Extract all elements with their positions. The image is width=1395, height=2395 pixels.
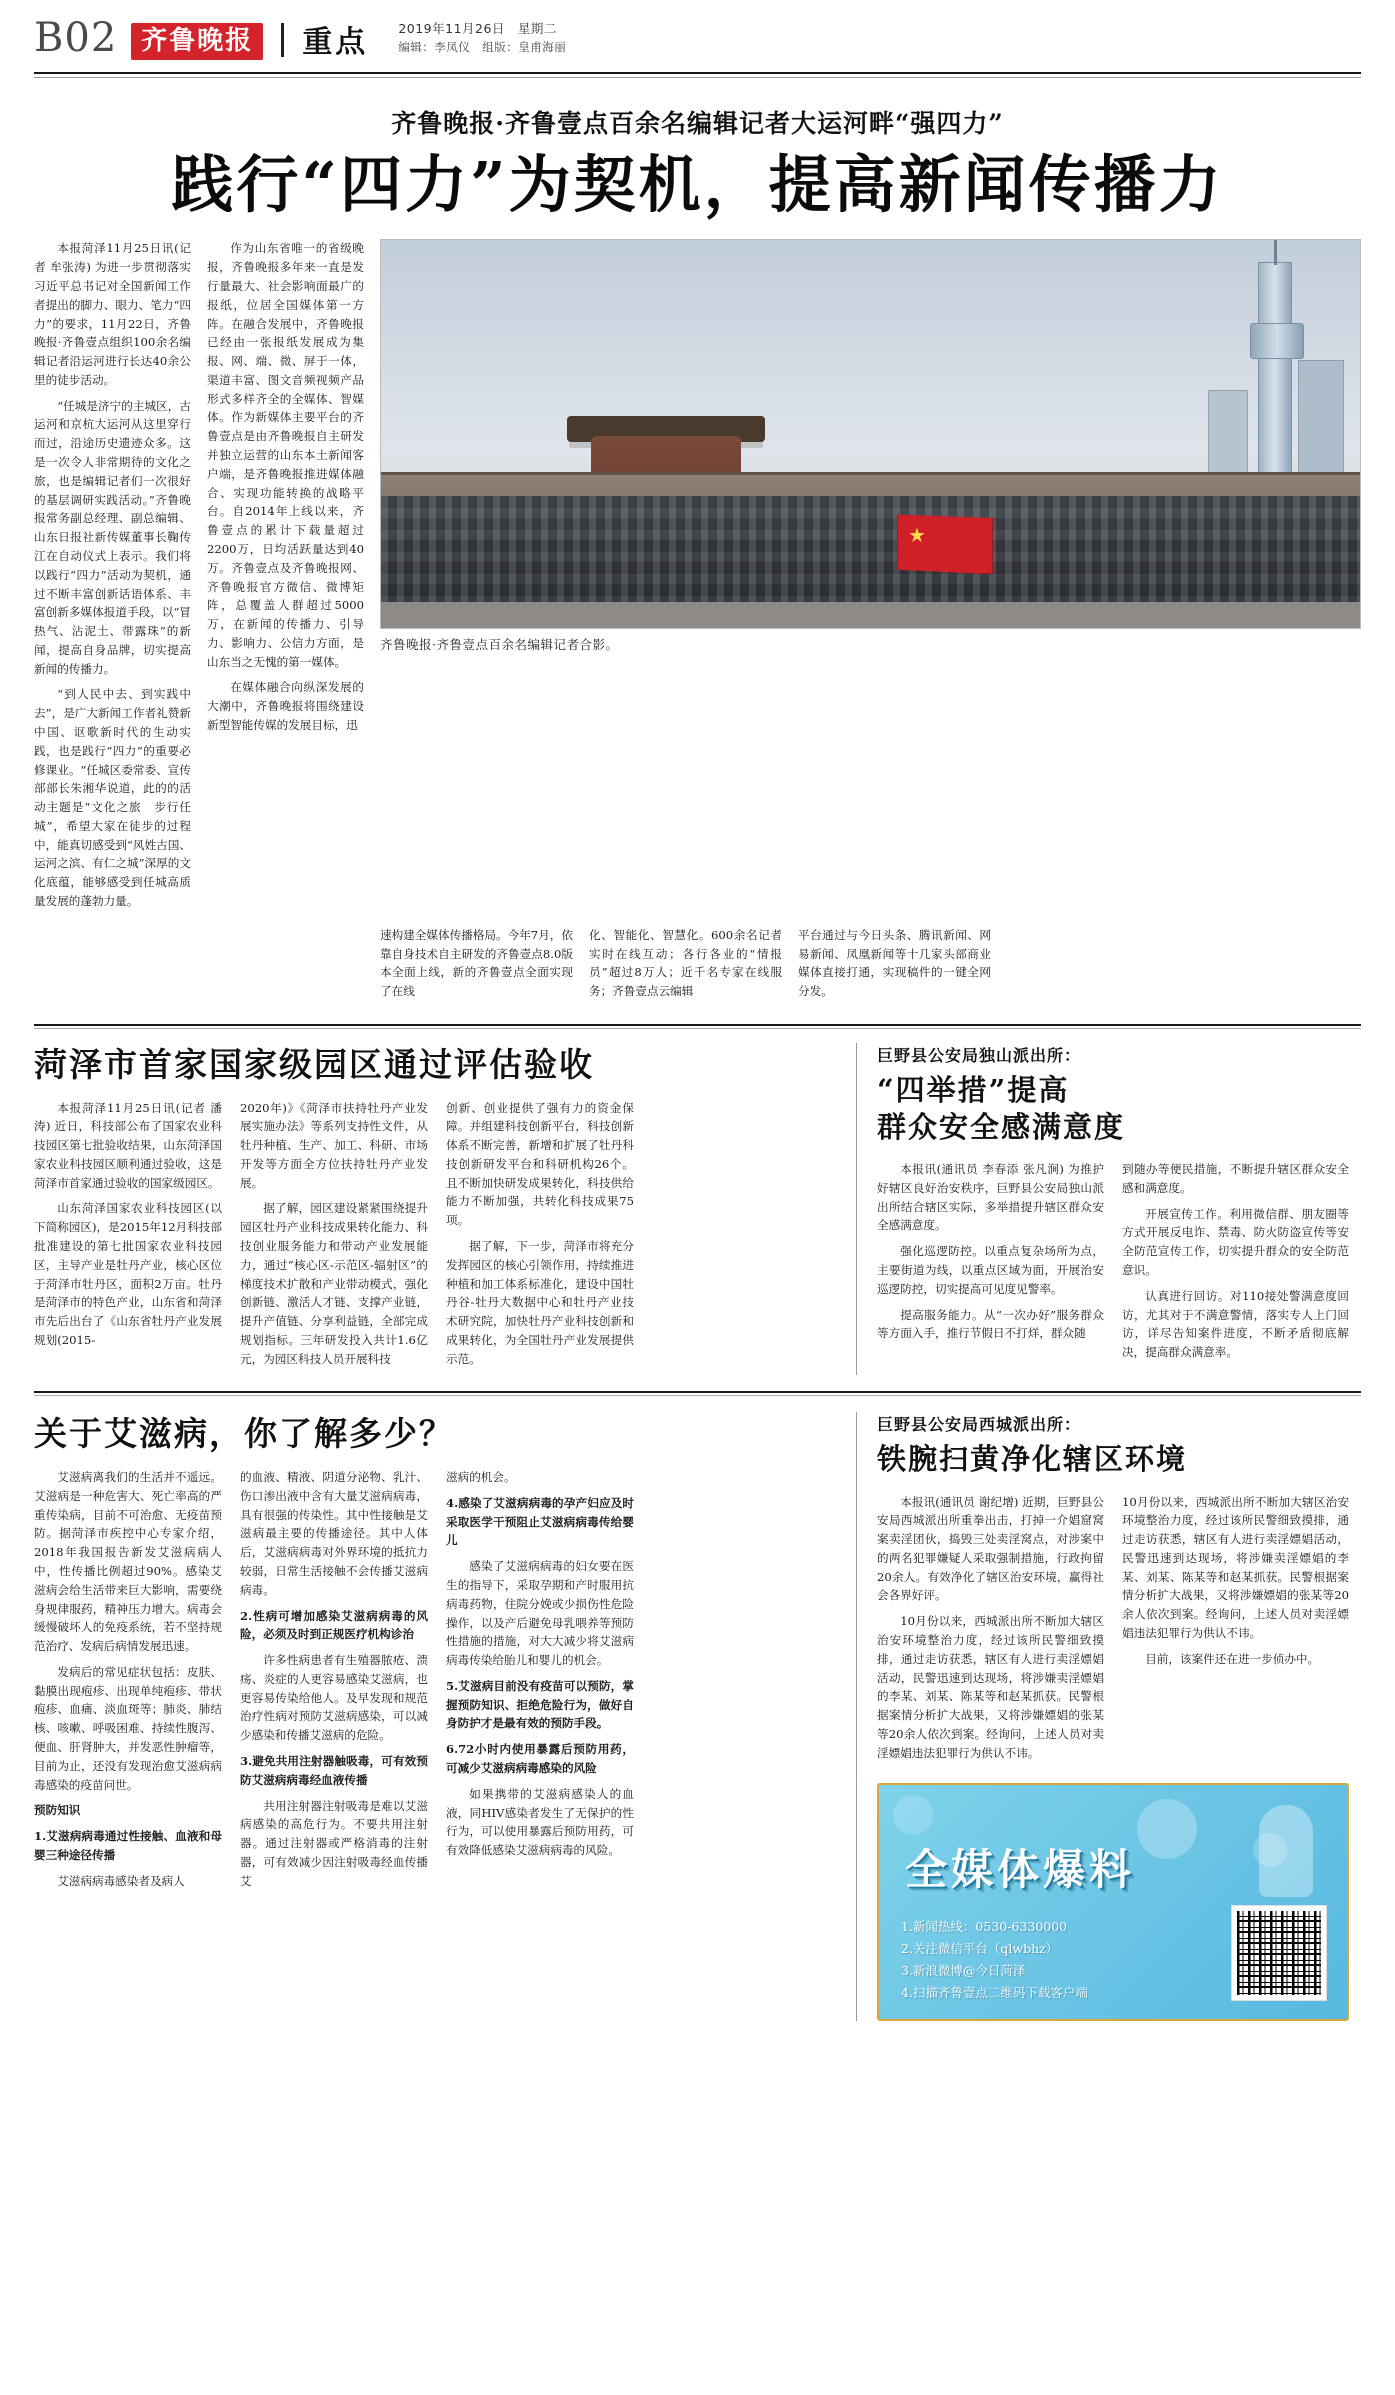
paragraph: 平台通过与今日头条、腾讯新闻、网易新闻、凤凰新闻等十几家头部商业媒体直接打通，实现稿件的一键全网分发。: [798, 927, 991, 999]
paragraph: 速构建全媒体传播格局。今年7月，依靠自身技术自主研发的齐鲁壹点8.0版本全面上线，新的齐鲁壹点全面实现了在线: [380, 927, 573, 999]
lead-bottom-columns: [34, 926, 1361, 1008]
subheading: 3.避免共用注射器触吸毒，可有效预防艾滋病病毒经血液传播: [240, 1753, 428, 1787]
paragraph: 化、智能化、智慧化。600余名记者实时在线互动；各行各业的“情报员”超过8万人；近千名专家在线服务；齐鲁壹点云编辑: [589, 927, 782, 999]
ad-line: 1.新闻热线：0530-6330000: [901, 1918, 1068, 1934]
lead-bottom-column-1: [34, 926, 191, 1008]
column-2: [240, 1468, 428, 1897]
paragraph: 2020年)》《菏泽市扶持牡丹产业发展实施办法》等系列支持性文件，从牡丹种植、生产、加工、科研、市场开发等方面全方位扶持牡丹产业发展。: [240, 1100, 428, 1190]
paragraph: 强化巡逻防控。以重点复杂场所为点，主要街道为线，以重点区域为面，开展治安巡逻防控，切实提高可见度见警率。: [877, 1244, 1104, 1296]
ad-title: 全媒体爆料: [905, 1845, 1136, 1895]
section-separator-2: [34, 1391, 1361, 1393]
paragraph: 到随办等便民措施，不断提升辖区群众安全感和满意度。: [1122, 1162, 1349, 1195]
paragraph: 的血液、精液、阴道分泌物、乳汁、伤口渗出液中含有大量艾滋病病毒，具有很强的传染性。其中性接触是艾滋病最主要的传播途径。其中人体后，艾滋病病毒对外界环境的抵抗力较弱，日常生活接触不会传播艾滋病病毒。: [240, 1470, 428, 1597]
article-columns: [34, 1468, 834, 1897]
paragraph: 如果携带的艾滋病感染人的血液，同HIV感染者发生了无保护的性行为，可以使用暴露后预防用药，可有效降低感染艾滋病病毒的风险。: [446, 1786, 634, 1858]
column-1: [877, 1160, 1104, 1369]
person-illustration-icon: [1259, 1805, 1313, 1897]
lead-column-2: [207, 239, 364, 917]
paragraph: “任城是济宁的主城区，古运河和京杭大运河从这里穿行而过，沿途历史遗迹众多。这是一次令人非常期待的文化之旅，也是编辑记者们一次很好的基层调研实践活动。”齐鲁晚报常务副总经理、副总编辑、山东日报社新传媒董事长鞠传江在自动仪式上表示。我们将以践行“四力”活动为契机，通过不断丰富创新话语体系、丰富创新多媒体报道手段，以“冒热气、沾泥土、带露珠”的新闻，提高自身品牌，切实提高新闻的传播力。: [34, 398, 191, 676]
lead-photo-block: [380, 239, 1361, 917]
paragraph: 10月份以来，西城派出所不断加大辖区治安环境整治力度，经过该所民警细致摸排，通过走访获悉，辖区有人进行卖淫嫖娼活动，民警迅速到达现场，将涉嫌卖淫嫖娼的李某、刘某、陈某等和赵某抓获。民警根据案情分析扩大战果，又将涉嫌嫖娼的张某等20余人依次到案。经询问，上述人员对卖淫嫖娼违法犯罪行为供认不讳。: [1122, 1494, 1349, 1641]
article-heze-park: [34, 1043, 834, 1376]
article-columns: [877, 1493, 1349, 1770]
paper-logo: 齐鲁晚报: [131, 23, 263, 60]
article-headline: 铁腕扫黄净化辖区环境: [877, 1442, 1188, 1477]
paragraph: 艾滋病病毒感染者及病人: [57, 1873, 185, 1888]
paragraph: 认真进行回访。对110接处警满意度回访，尤其对于不满意警情，落实专人上门回访，详尽告知案件进度，不断矛盾彻底解决，提高群众满意率。: [1122, 1288, 1349, 1360]
paragraph: 本报菏泽11月25日讯(记者 牟张涛) 为进一步贯彻落实习近平总书记对全国新闻工作者提出的脚力、眼力、笔力“四力”的要求，11月22日，齐鲁晚报·齐鲁壹点组织100余名编辑记者沿运河进行长达40余公里的徒步活动。: [34, 241, 191, 387]
column-3: [446, 1099, 634, 1376]
masthead-rule-thin: [34, 77, 1361, 78]
article-kicker: 巨野县公安局独山派出所：: [877, 1045, 1082, 1065]
article-aids-awareness: [34, 1412, 834, 2021]
paragraph: 10月份以来，西城派出所不断加大辖区治安环境整治力度，经过该所民警细致摸排，通过走访获悉，辖区有人进行卖淫嫖娼活动，民警迅速到达现场，将涉嫌卖淫嫖娼的李某、刘某、陈某等和赵某抓获。民警根据案情分析扩大战果，又将涉嫌嫖娼的张某等20余人依次到案。经询问，上述人员对卖淫嫖娼违法犯罪行为供认不讳。: [877, 1614, 1104, 1760]
ad-line: 4.扫描齐鲁壹点二维码下载客户端: [901, 1984, 1088, 2000]
section-separator-1: [34, 1024, 1361, 1026]
decorative-circle-icon: [1137, 1799, 1197, 1859]
photo-party-flag: [897, 514, 993, 574]
paragraph: 共用注射器注射吸毒是难以艾滋病感染的高危行为。不要共用注射器。通过注射器或严格消毒的注射器，可有效减少因注射吸毒经血传播艾: [240, 1798, 428, 1888]
masthead: [34, 0, 1361, 68]
paragraph: 发病后的常见症状包括：皮肤、黏膜出现疱疹、出现单纯疱疹、带状疱疹、血痛、淡血斑等；肺炎、肺结核、咳嗽、呼吸困难、持续性腹泻、便血、肝肾肿大，并发恶性肿瘤等，目前为止，还没有发现治愈艾滋病病毒感染的疫苗问世。: [34, 1664, 222, 1792]
lead-headline: 践行“四力”为契机，提高新闻传播力: [171, 148, 1224, 221]
qr-code-pattern: [1237, 1911, 1321, 1995]
decorative-circle-icon: [893, 1795, 933, 1835]
lead-bottom-column-2: [207, 926, 364, 1008]
headline-line-1: “四举措”提高: [877, 1072, 1070, 1107]
photo-ground: [381, 602, 1360, 628]
headline-line-2: 群众安全感满意度: [877, 1110, 1126, 1145]
article-dushan-police: [856, 1043, 1349, 1376]
masthead-meta: [398, 20, 566, 60]
column-2: [240, 1099, 428, 1376]
publication-date: 2019年11月26日 星期二: [398, 21, 557, 36]
lead-photo: [380, 239, 1361, 629]
editor-credits: 编辑：李凤仪 组版：皇甫海丽: [398, 39, 567, 54]
section-separator-2-thin: [34, 1395, 1361, 1396]
ad-line: 3.新浪微博@今日菏泽: [901, 1962, 1026, 1978]
paragraph: 开展宣传工作。利用微信群、朋友圈等方式开展反电诈、禁毒、防火防盗宣传等安全防范宣传工作，切实提升群众的安全防范意识。: [1122, 1206, 1349, 1278]
masthead-divider: [281, 23, 284, 57]
subheading: 5.艾滋病目前没有疫苗可以预防，掌握预防知识、拒绝危险行为，做好自身防护才是最有效的预防手段。: [446, 1678, 634, 1731]
column-1: [877, 1493, 1104, 1770]
lead-bottom-column-5: [798, 926, 991, 1008]
paragraph: 滋病的机会。: [446, 1470, 516, 1485]
article-kicker: 巨野县公安局西城派出所：: [877, 1415, 1082, 1435]
subheading: 4.感染了艾滋病病毒的孕产妇应及时采取医学干预阻止艾滋病病毒传给婴儿: [446, 1495, 634, 1548]
lead-body: [34, 239, 1361, 917]
mid-section: [34, 1043, 1361, 1376]
article-headline: 菏泽市首家国家级园区通过评估验收: [34, 1044, 594, 1084]
column-1: [34, 1468, 222, 1897]
column-1: [34, 1099, 222, 1376]
paragraph: 据了解，园区建设紧紧围绕提升园区牡丹产业科技成果转化能力、科技创业服务能力和带动产业发展能力，通过“核心区-示范区-辐射区”的梯度技术扩散和产业带动模式，强化创新链、激活人才链、支撑产业链，提升产值链、分享利益链，全部完成规划指标。三年研发投入共计1.6亿元，为园区科技人员开展科技: [240, 1201, 428, 1366]
subheading: 预防知识: [34, 1803, 81, 1818]
section-name: 重点: [302, 25, 369, 60]
subheading: 6.72小时内使用暴露后预防用药，可减少艾滋病病毒感染的风险: [446, 1742, 634, 1775]
advertisement-tipline[interactable]: [877, 1783, 1349, 2021]
ad-line: 2.关注微信平台（qlwbhz）: [901, 1940, 1059, 1956]
article-headline: 关于艾滋病，你了解多少？: [34, 1414, 454, 1454]
paragraph: 山东菏泽国家农业科技园区(以下简称园区)，是2015年12月科技部批准建设的第七批国家农业科技园区，主导产业是牡丹产业，核心区位于菏泽市牡丹区，面积2万亩。牡丹是菏泽市的特色产业，山东省和菏泽市先后出台了《山东省牡丹产业发展规划(2015-: [34, 1201, 222, 1347]
article-headline: [877, 1072, 1349, 1146]
byline-paragraph: 本报讯(通讯员 李春添 张凡涧) 为推护好辖区良好治安秩序，巨野县公安局独山派出所结合辖区实际，多举措提升辖区群众安全感满意度。: [877, 1162, 1104, 1233]
paragraph: 创新、创业提供了强有力的资金保障。并组建科技创新平台，科技创新体系不断完善，新增和扩展了牡丹科技创新研发平台和科研机构26个。且不断加快研发成果转化，科技供给能力不断加强，共转化科技成果75项。: [446, 1100, 634, 1228]
page-folio: B02: [34, 15, 118, 61]
paragraph: 本报菏泽11月25日讯(记者 潘涛) 近日，科技部公布了国家农业科技园区第七批验收结果，山东菏泽国家农业科技园区顺利通过验收，这是菏泽市首家通过验收的国家级园区。: [34, 1100, 222, 1190]
subheading: 1.艾滋病病毒通过性接触、血液和母婴三种途径传播: [34, 1829, 222, 1862]
masthead-rule: [34, 72, 1361, 74]
byline-paragraph: 本报讯(通讯员 谢纪增) 近期，巨野县公安局西城派出所重拳出击，打掉一介娼窟窝案卖淫团伙，捣毁三处卖淫窝点，对涉案中的两名犯罪嫌疑人采取强制措施，行政拘留20余人。有效净化了辖区治安环境，赢得社会各界好评。: [877, 1494, 1104, 1603]
paragraph: 提高服务能力。从“一次办好”服务群众等方面入手，推行节假日不打烊，群众随: [877, 1307, 1104, 1341]
article-columns: [877, 1160, 1349, 1369]
qr-code[interactable]: [1231, 1905, 1327, 2001]
lead-bottom-column-4: [589, 926, 782, 1008]
paragraph: 在媒体融合向纵深发展的大潮中，齐鲁晚报将围绕建设新型智能传媒的发展目标，迅: [207, 680, 364, 732]
ad-contact-lines: [901, 1916, 1088, 2004]
column-3: [446, 1468, 634, 1897]
paragraph: 作为山东省唯一的省级晚报，齐鲁晚报多年来一直是发行量最大、社会影响面最广的报纸，位居全国媒体第一方阵。在融合发展中，齐鲁晚报已经由一张报纸发展成为集报、网、端、微、屏于一体，渠道丰富、图文音频视频产品形式多样齐全的全媒体、智媒体。作为新媒体主要平台的齐鲁壹点是由齐鲁晚报自主研发并独立运营的山东本土新闻客户端，是齐鲁晚报推进媒体融合、实现功能转换的战略平台。自2014年上线以来，齐鲁壹点的累计下载量超过2200万，日均活跃量达到40万。齐鲁壹点及齐鲁晚报网、齐鲁晚报官方微信、微博矩阵，总覆盖人群超过5000万，在新闻的传播力、引导力、影响力、公信力方面，是山东当之无愧的第一媒体。: [207, 241, 364, 669]
bottom-section: [34, 1412, 1361, 2021]
section-separator-1-thin: [34, 1028, 1361, 1029]
column-2: [1122, 1160, 1349, 1369]
paragraph: 艾滋病离我们的生活并不遥远。艾滋病是一种危害大、死亡率高的严重传染病，目前不可治愈、无疫苗预防。据菏泽市疾控中心专家介绍，2018年我国报告新发艾滋病病人中，性传播比例超过90%。感染艾滋病会给生活带来巨大影响，需要绕身规律服药，精神压力增大。病毒会缓慢破坏人的免疫系统，若不坚持规范治疗、发病后病情发展迅速。: [34, 1470, 222, 1654]
article-xicheng-police: [856, 1412, 1349, 2021]
paragraph: 许多性病患者有生殖器脓疮、溃疡、炎症的人更容易感染艾滋病，也更容易传染给他人。及早发现和规范治疗性病对预防艾滋病感染，可以减少感染和传播艾滋病的危险。: [240, 1653, 428, 1743]
lead-bottom-column-3: [380, 926, 573, 1008]
lead-photo-caption: 齐鲁晚报·齐鲁壹点百余名编辑记者合影。: [380, 637, 619, 653]
lead-kicker: 齐鲁晚报·齐鲁壹点百余名编辑记者大运河畔“强四力”: [391, 109, 1004, 138]
paragraph: 感染了艾滋病病毒的妇女要在医生的指导下，采取孕期和产时服用抗病毒药物，住院分娩或少损伤性危险操作，以及产后避免母乳喂养等预防性措施的措施，对大大减少将艾滋病病毒传染给胎儿和婴儿的机会。: [446, 1559, 634, 1668]
paragraph: “到人民中去、到实践中去”，是广大新闻工作者礼赞新中国、讴歌新时代的生动实践，也是践行“四力”的重要必修课业。“任城区委常委、宣传部部长朱湘华说道，此的的活动主题是“文化之旅 步行任城”，希望大家在徒步的过程中，能真切感受到“风姓古国、运河之滨、有仁之城”深厚的文化底蕴，能够感受到任城高质量发展的蓬勃力量。: [34, 687, 191, 908]
lead-text-columns: [34, 239, 364, 917]
column-2: [1122, 1493, 1349, 1770]
paragraph: 目前，该案件还在进一步侦办中。: [1145, 1651, 1320, 1666]
subheading: 2.性病可增加感染艾滋病病毒的风险，必须及时到正规医疗机构诊治: [240, 1608, 428, 1642]
lead-column-1: [34, 239, 191, 917]
article-columns: [34, 1099, 834, 1376]
paragraph: 据了解，下一步，菏泽市将充分发挥园区的核心引领作用，持续推进种植和加工体系标准化，建设中国牡丹谷-牡丹大数据中心和牡丹产业技术研究院，加快牡丹产业科技创新和成果转化，为全国牡丹产业发展提供示范。: [446, 1238, 634, 1366]
